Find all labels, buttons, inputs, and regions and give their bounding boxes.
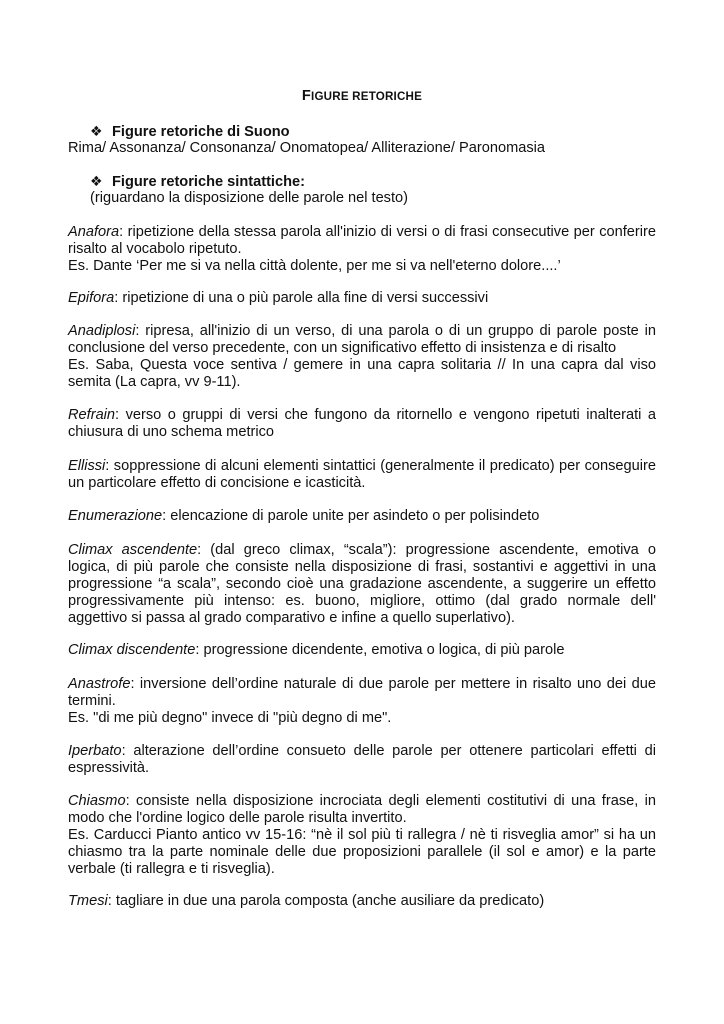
section-heading-suono-text: Figure retoriche di Suono	[112, 124, 290, 140]
figure-example: Es. "di me più degno" invece di "più degno di me".	[68, 710, 392, 726]
figure-term: Anadiplosi	[68, 323, 136, 339]
figure-definition	[68, 508, 656, 525]
figure-term: Chiasmo	[68, 793, 126, 809]
figure-entry-anastrofe	[68, 676, 656, 727]
figure-definition	[68, 542, 656, 627]
figure-definition-text: : elencazione di parole unite per asindeto o per polisindeto	[162, 508, 540, 524]
figure-entry-tmesi	[68, 893, 656, 910]
figure-definition	[68, 224, 656, 258]
figure-definition-text: : soppressione di alcuni elementi sintattici (generalmente il predicato) per conseguire un particolare effetto di concisione e icasticità.	[68, 458, 656, 491]
page-title-rest: IGURE RETORICHE	[311, 90, 423, 103]
figure-entry-epifora	[68, 290, 656, 307]
figure-example: Es. Dante ‘Per me si va nella città dolente, per me si va nell'eterno dolore....’	[68, 258, 561, 274]
figure-definition	[68, 290, 656, 307]
figure-definition-text: : ripetizione di una o più parole alla fine di versi successivi	[114, 290, 489, 306]
figure-example: Es. Carducci Pianto antico vv 15-16: “nè il sol più ti rallegra / nè ti risveglia amor” si ha un chiasmo tra la parte nominale delle due proposizioni parallele (il sol e amor) e la parte verbale (ti rallegra e ti risveglia).	[68, 827, 656, 877]
figure-term: Climax ascendente	[68, 542, 198, 558]
figure-definition-text: : consiste nella disposizione incrociata degli elementi costitutivi di una frase, in modo che l'ordine logico delle parole risulta invertito.	[68, 793, 656, 826]
figure-definition-text: : alterazione dell’ordine consueto delle parole per ottenere particolari effetti di espressività.	[68, 743, 656, 776]
figure-definition	[68, 893, 656, 910]
figure-definition-text: : ripresa, all'inizio di un verso, di una parola o di un gruppo di parole poste in conclusione del verso precedente, con un significativo effetto di insistenza e di risalto	[68, 323, 656, 356]
section-heading-suono	[90, 123, 290, 141]
figure-term: Tmesi	[68, 893, 108, 909]
figure-entry-climax-discendente	[68, 642, 656, 659]
figure-term: Epifora	[68, 290, 115, 306]
figure-example: Es. Saba, Questa voce sentiva / gemere in una capra solitaria // In una capra dal viso semita (La capra, vv 9-11).	[68, 357, 656, 390]
figure-definition	[68, 323, 656, 357]
page-title-initial: F	[301, 88, 312, 104]
figure-term: Enumerazione	[68, 508, 163, 524]
figure-definition-text: : progressione dicendente, emotiva o logica, di più parole	[195, 642, 565, 658]
page-title	[68, 88, 656, 105]
figure-entry-chiasmo	[68, 793, 656, 878]
figure-definition-text: : verso o gruppi di versi che fungono da ritornello e vengono ripetuti inalterati a chiusura di uno schema metrico	[68, 407, 656, 440]
figure-definition-text: : tagliare in due una parola composta (anche ausiliare da predicato)	[107, 893, 545, 909]
sound-figures-list: Rima/ Assonanza/ Consonanza/ Onomatopea/ Alliterazione/ Paronomasia	[68, 140, 546, 156]
figure-term: Climax discendente	[68, 642, 196, 658]
figure-entry-enumerazione	[68, 508, 656, 525]
figure-entry-refrain	[68, 407, 656, 441]
figure-definition-text: : inversione dell’ordine naturale di due parole per mettere in risalto uno dei due termini.	[68, 676, 656, 709]
figure-definition	[68, 793, 656, 827]
figure-entry-climax-ascendente	[68, 542, 656, 627]
figure-term: Ellissi	[68, 458, 106, 474]
figure-term: Refrain	[68, 407, 116, 423]
section-heading-sintattiche-text: Figure retoriche sintattiche:	[112, 174, 305, 190]
figure-term: Anastrofe	[68, 676, 131, 692]
figure-entry-anadiplosi	[68, 323, 656, 391]
figure-term: Anafora	[68, 224, 120, 240]
figure-definition	[68, 676, 656, 710]
section-note: (riguardano la disposizione delle parole nel testo)	[90, 190, 409, 206]
figure-entry-ellissi	[68, 458, 656, 492]
figure-definition-text: : ripetizione della stessa parola all'inizio di versi o di frasi consecutive per conferire risalto al vocabolo ripetuto.	[68, 224, 656, 257]
figure-entry-iperbato	[68, 743, 656, 777]
figure-term: Iperbato	[68, 743, 122, 759]
diamond-bullet-icon: ❖	[90, 173, 103, 189]
figure-entry-anafora	[68, 224, 656, 275]
figure-definition	[68, 407, 656, 441]
diamond-bullet-icon: ❖	[90, 123, 103, 139]
figure-definition	[68, 458, 656, 492]
figure-definition	[68, 642, 656, 659]
figure-definition	[68, 743, 656, 777]
figure-definition-text: : (dal greco climax, “scala”): progressione ascendente, emotiva o logica, di più parole che consiste nella disposizione di frasi, sostantivi e aggettivi in una progressione “a scala”, secondo cioè una gradazione ascendente, a suggerire un effetto progressivamente più intenso: es. buono, migliore, ottimo (dal grado normale dell' aggettivo si passa al grado comparativo e infine a quello superlativo).	[68, 542, 656, 626]
section-heading-sintattiche	[90, 173, 305, 191]
